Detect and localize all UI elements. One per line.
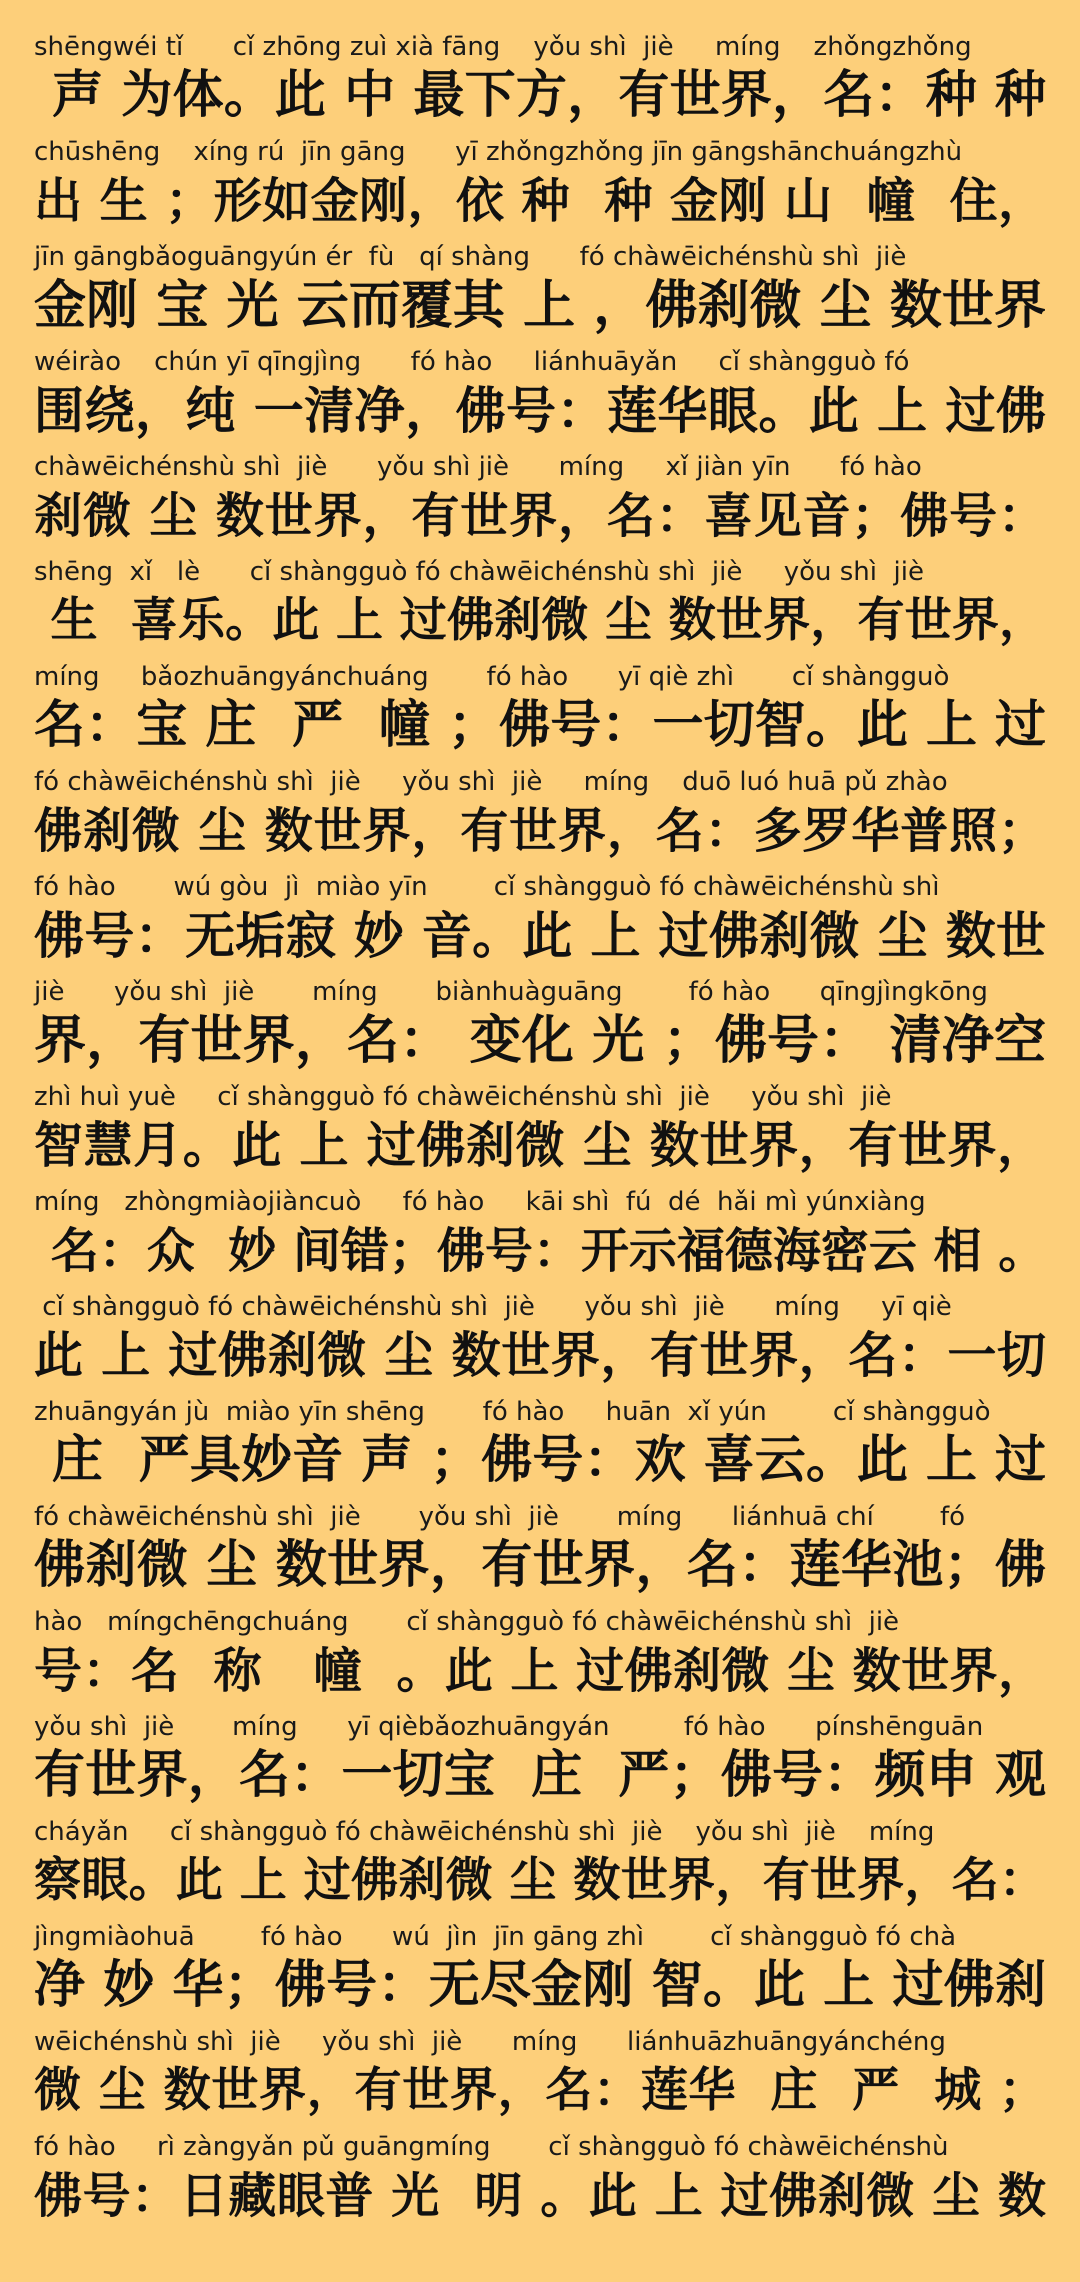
hanzi-row: 净 妙 华；佛号：无尽金刚 智。此 上 过佛刹 — [34, 1956, 1046, 2015]
pinyin-row: zhì huì yuè cǐ shàngguò fó chàwēichénshù shì jiè yǒu shì jiè — [34, 1082, 892, 1112]
pinyin-row: fó hào rì zàngyǎn pǔ guāngmíng cǐ shàngguò fó chàwēichénshù — [34, 2132, 949, 2162]
pinyin-row: shēng xǐ lè cǐ shàngguò fó chàwēichénshù shì jiè yǒu shì jiè — [34, 557, 924, 587]
hanzi-row: 名：宝 庄 严 幢 ；佛号：一切智。此 上 过 — [34, 696, 1046, 755]
text-line — [34, 1185, 1046, 1290]
pinyin-row: cǐ shàngguò fó chàwēichénshù shì jiè yǒu shì jiè míng yī qiè — [34, 1292, 952, 1322]
text-line — [34, 1920, 1046, 2025]
text-line — [34, 450, 1046, 555]
text-line — [34, 2025, 1046, 2130]
hanzi-row: 佛号：无垢寂 妙 音。此 上 过佛刹微 尘 数世 — [34, 907, 1046, 965]
pinyin-row: yǒu shì jiè míng yī qièbǎozhuāngyán fó hào pínshēnguān — [34, 1712, 984, 1742]
pinyin-row: cháyǎn cǐ shàngguò fó chàwēichénshù shì jiè yǒu shì jiè míng — [34, 1817, 935, 1847]
pinyin-row: fó chàwēichénshù shì jiè yǒu shì jiè míng duō luó huā pǔ zhào — [34, 767, 948, 797]
pinyin-row: míng zhòngmiàojiàncuò fó hào kāi shì fú dé hǎi mì yúnxiàng — [34, 1187, 926, 1217]
pinyin-row: shēngwéi tǐ cǐ zhōng zuì xià fāng yǒu shì jiè míng zhǒngzhǒng — [34, 32, 972, 62]
text-line — [34, 975, 1046, 1080]
pinyin-row: wēichénshù shì jiè yǒu shì jiè míng liánhuāzhuāngyánchéng — [34, 2027, 946, 2057]
text-line — [34, 345, 1046, 450]
hanzi-row: 声 为体。此 中 最下方，有世界，名：种 种 — [34, 66, 1046, 125]
hanzi-row: 刹微 尘 数世界，有世界，名：喜见音；佛号： — [34, 488, 1046, 544]
text-line — [34, 1815, 1046, 1920]
hanzi-row: 号：名 称 幢 。此 上 过佛刹微 尘 数世界， — [34, 1643, 1046, 1699]
hanzi-row: 生 喜乐。此 上 过佛刹微 尘 数世界，有世界， — [34, 593, 1046, 648]
pinyin-row: jiè yǒu shì jiè míng biànhuàguāng fó hào qīngjìngkōng — [34, 977, 988, 1007]
hanzi-row: 察眼。此 上 过佛刹微 尘 数世界，有世界，名： — [34, 1853, 1046, 1908]
pinyin-row: jīn gāngbǎoguāngyún ér fù qí shàng fó chàwēichénshù shì jiè — [34, 242, 907, 272]
text-line — [34, 240, 1046, 345]
text-line — [34, 1500, 1046, 1605]
pinyin-row: zhuāngyán jù miào yīn shēng fó hào huān xǐ yún cǐ shàngguò — [34, 1397, 991, 1427]
hanzi-row: 有世界，名：一切宝 庄 严；佛号：频申 观 — [34, 1746, 1046, 1805]
text-line — [34, 1080, 1046, 1185]
pinyin-row: chàwēichénshù shì jiè yǒu shì jiè míng xǐ jiàn yīn fó hào — [34, 452, 922, 482]
hanzi-row: 智慧月。此 上 过佛刹微 尘 数世界，有世界， — [34, 1117, 1046, 1174]
text-line — [34, 135, 1046, 240]
pinyin-row: chūshēng xíng rú jīn gāng yī zhǒngzhǒng jīn gāngshānchuángzhù — [34, 137, 963, 167]
hanzi-row: 庄 严具妙音 声 ；佛号：欢 喜云。此 上 过 — [34, 1431, 1046, 1490]
pinyin-row: fó chàwēichénshù shì jiè yǒu shì jiè míng liánhuā chí fó — [34, 1502, 966, 1532]
text-line — [34, 765, 1046, 870]
hanzi-row: 出 生 ；形如金刚，依 种 种 金刚 山 幢 住， — [34, 173, 1046, 229]
hanzi-row: 佛刹微 尘 数世界，有世界，名：多罗华普照； — [34, 803, 1046, 859]
hanzi-row: 佛刹微 尘 数世界，有世界，名：莲华池；佛 — [34, 1536, 1046, 1595]
hanzi-row: 名：众 妙 间错；佛号：开示福德海密云 相 。 — [34, 1223, 1047, 1279]
text-line — [34, 1605, 1046, 1710]
text-line — [34, 870, 1046, 975]
text-line — [34, 1710, 1046, 1815]
hanzi-row: 界，有世界，名： 变化 光 ；佛号： 清净空 — [34, 1011, 1046, 1071]
hanzi-row: 围绕，纯 一清净，佛号：莲华眼。此 上 过佛 — [34, 382, 1046, 440]
text-line — [34, 2130, 1046, 2235]
hanzi-row: 此 上 过佛刹微 尘 数世界，有世界，名：一切 — [34, 1327, 1046, 1384]
pinyin-row: míng bǎozhuāngyánchuáng fó hào yī qiè zhì cǐ shàngguò — [34, 662, 950, 692]
hanzi-row: 金刚 宝 光 云而覆其 上 ，佛刹微 尘 数世界 — [34, 276, 1046, 336]
text-line — [34, 1290, 1046, 1395]
text-line — [34, 555, 1046, 660]
hanzi-row: 佛号：日藏眼普 光 明 。此 上 过佛刹微 尘 数 — [34, 2168, 1046, 2224]
text-line — [34, 30, 1046, 135]
pinyin-row: wéirào chún yī qīngjìng fó hào liánhuāyǎn cǐ shàngguò fó — [34, 347, 910, 377]
pinyin-row: fó hào wú gòu jì miào yīn cǐ shàngguò fó chàwēichénshù shì — [34, 872, 940, 902]
pinyin-row: jìngmiàohuā fó hào wú jìn jīn gāng zhì cǐ shàngguò fó chà — [34, 1922, 957, 1952]
text-line — [34, 660, 1046, 765]
hanzi-row: 微 尘 数世界，有世界，名：莲华 庄 严 城 ； — [34, 2063, 1046, 2118]
pinyin-row: hào míngchēngchuáng cǐ shàngguò fó chàwēichénshù shì jiè — [34, 1607, 900, 1637]
text-line — [34, 1395, 1046, 1500]
